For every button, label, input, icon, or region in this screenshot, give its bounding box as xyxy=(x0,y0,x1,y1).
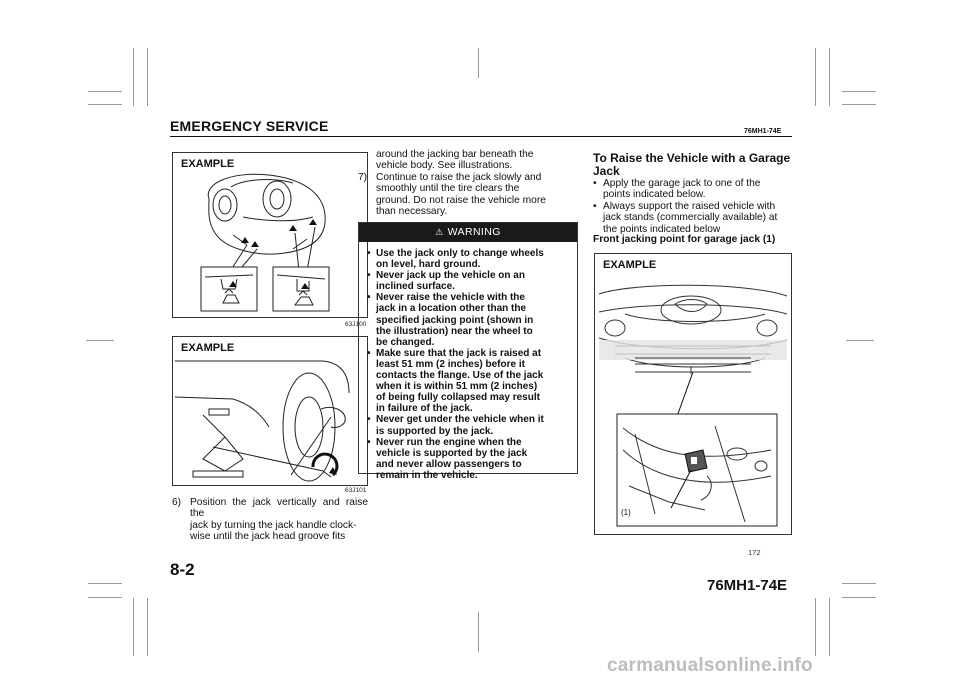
figure-label: EXAMPLE xyxy=(181,342,235,354)
figure-code: 63J100 xyxy=(345,321,367,328)
page-number-small: 172 xyxy=(748,548,761,557)
warning-triangle-icon: ⚠ xyxy=(435,227,444,237)
warning-header xyxy=(359,223,577,242)
step-line: smoothly until the tire clears the xyxy=(376,183,520,195)
car-underside-illustration xyxy=(173,153,367,317)
figure-garage-jack-point xyxy=(594,253,792,535)
header-divider xyxy=(170,136,792,137)
step-line: Position the jack vertically and raise the xyxy=(190,497,368,520)
warning-item: • Never jack up the vehicle on an inclined surface. xyxy=(367,270,525,293)
garage-jack-heading: To Raise the Vehicle with a Garage Jack xyxy=(593,151,791,178)
page-number: 8-2 xyxy=(170,560,195,579)
step-number: 7) xyxy=(358,172,368,183)
document-code: 76MH1-74E xyxy=(707,577,788,594)
jack-handle-illustration xyxy=(173,337,367,485)
step-line: vehicle body. See illustrations. xyxy=(376,160,513,172)
front-jacking-point-illustration xyxy=(595,254,791,534)
warning-list xyxy=(367,248,573,481)
step-line: around the jacking bar beneath the xyxy=(376,149,534,160)
callout-label: (1) xyxy=(621,508,631,517)
warning-item: • Use the jack only to change wheels on level, hard ground. xyxy=(367,248,544,271)
watermark: carmanualsonline.info xyxy=(607,655,813,676)
step-line: jack by turning the jack handle clock- xyxy=(190,519,357,531)
warning-item: • Never raise the vehicle with the jack in a location other than the specified jacking point (shown in the illustration) near the wheel to be changed. xyxy=(367,292,534,348)
warning-title: WARNING xyxy=(447,226,501,238)
step-number: 6) xyxy=(172,497,182,508)
doc-code-small: 76MH1-74E xyxy=(744,128,782,135)
step-line: Continue to raise the jack slowly and xyxy=(376,172,542,183)
front-jacking-point-heading: Front jacking point for garage jack (1) xyxy=(593,234,776,245)
figure-label: EXAMPLE xyxy=(181,158,235,170)
warning-item: • Never get under the vehicle when it is supported by the jack. xyxy=(367,414,544,437)
figure-jack-handle xyxy=(172,336,368,494)
step-line: ground. Do not raise the vehicle more xyxy=(376,194,546,206)
step-line: than necessary. xyxy=(376,206,448,218)
figure-code: 63J101 xyxy=(345,487,367,494)
step-line: wise until the jack head groove fits xyxy=(190,531,346,543)
figure-jack-points xyxy=(172,152,368,328)
warning-item: • Make sure that the jack is raised at least 51 mm (2 inches) before it contacts the flange. Use of the jack when it is within 51 mm (2 inches) of being fully collapsed may result in failure of the jack. xyxy=(367,347,544,415)
figure-label: EXAMPLE xyxy=(603,259,657,271)
warning-item: • Never run the engine when the vehicle is supported by the jack and never allow passengers to remain in the vehicle. xyxy=(367,436,528,481)
warning-box xyxy=(358,222,578,481)
section-title: EMERGENCY SERVICE xyxy=(170,118,329,134)
